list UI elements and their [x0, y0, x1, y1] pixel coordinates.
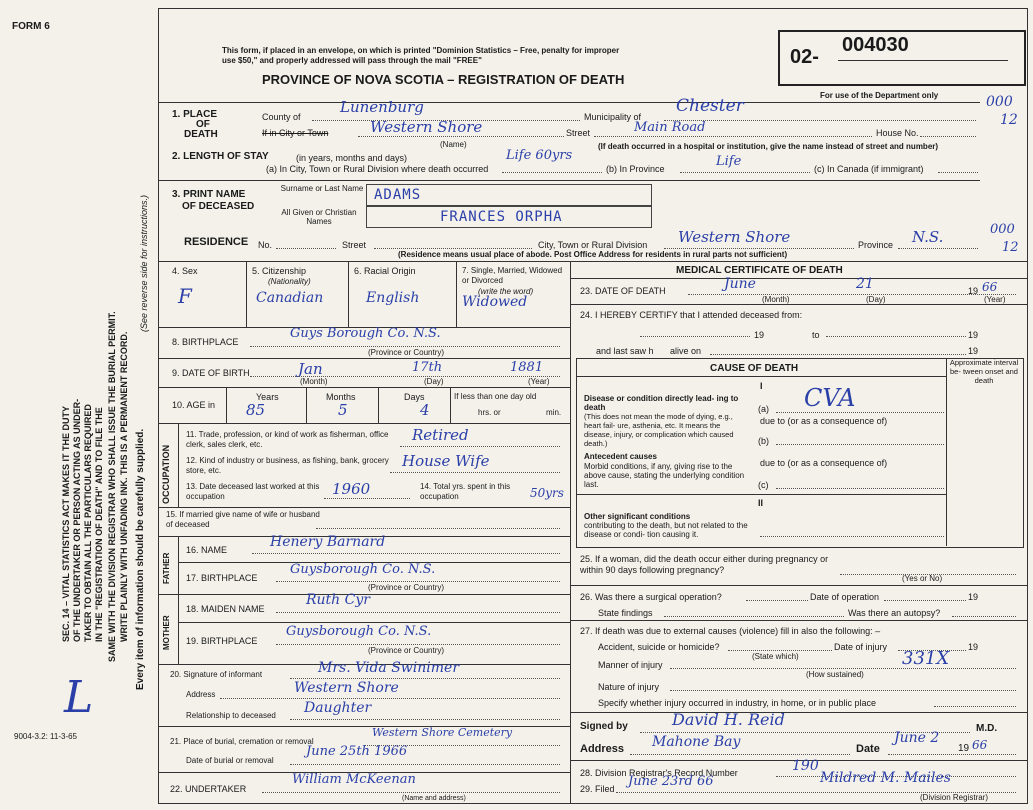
death-date-year: 66 [982, 280, 998, 294]
injury-date-label: Date of injury [834, 642, 888, 652]
occupation-q12-line [390, 472, 560, 473]
occupation-q13-line [324, 498, 410, 499]
medical-title: MEDICAL CERTIFICATE OF DEATH [676, 265, 843, 276]
occupation-q11-line [400, 446, 560, 447]
age-years-label: Years [256, 392, 279, 402]
dob-day-label: (Day) [424, 377, 444, 386]
divider [570, 278, 1028, 279]
md-label: M.D. [976, 723, 998, 734]
death-date-label: 23. DATE OF DEATH [580, 286, 666, 296]
form-code: 9004-3.2: 11-3-65 [14, 732, 78, 741]
occupation-q14-value: 50yrs [530, 486, 564, 500]
occupation-side-divider [178, 423, 179, 507]
surname-label: Surname or Last Name [280, 184, 364, 193]
surgery-label: 26. Was there a surgical operation? [580, 592, 722, 602]
interval-divider [946, 358, 947, 546]
name-label-2: OF DECEASED [182, 201, 255, 212]
cell-divider [226, 387, 227, 423]
racial-value: English [366, 290, 420, 306]
residence-street-label: Street [342, 240, 367, 250]
divider [576, 494, 946, 495]
informant-address-label: Address [186, 690, 216, 699]
cause-c-line [776, 488, 944, 489]
nature-line [670, 690, 1016, 691]
form-left-border [158, 8, 159, 804]
form-title: PROVINCE OF NOVA SCOTIA – REGISTRATION OF DEATH [262, 72, 625, 87]
cause-a-due: due to (or as a consequence of) [760, 416, 888, 426]
divider [158, 507, 570, 508]
cause-a-line [776, 412, 944, 413]
occupation-q14: 14. Total yrs. spent in this occupation [420, 482, 511, 501]
burial-date-label: Date of burial or removal [186, 756, 274, 765]
side-instruction-7: Every item of information should be carefully supplied. [135, 428, 146, 690]
stay-canada-label: (c) In Canada (if immigrant) [814, 164, 924, 174]
antecedent-sub: Morbid conditions, if any, giving rise to the above cause, stating the underlying condition last. [584, 462, 745, 489]
dob-day: 17th [412, 360, 443, 375]
stay-province-line [680, 172, 810, 173]
nature-label: Nature of injury [598, 682, 660, 692]
date-value: June 2 [894, 730, 940, 746]
citizenship-value: Canadian [256, 290, 324, 306]
divider [570, 585, 1028, 586]
marital-value: Widowed [462, 294, 528, 310]
house-label: House No. [876, 128, 919, 138]
racial-label: 6. Racial Origin [354, 266, 416, 276]
residence-street-line [374, 248, 532, 249]
signed-label: Signed by [580, 721, 628, 732]
other-conditions-label: Other significant conditions [584, 512, 691, 521]
burial-date-value: June 25th 1966 [306, 744, 408, 759]
surgery-date-label: Date of operation [810, 592, 880, 602]
divider [158, 102, 980, 103]
stay-city-value: Life 60yrs [506, 148, 573, 163]
residence-note: (Residence means usual place of abode. Post Office Address for residents in rural parts not sufficient) [398, 250, 788, 259]
hospital-note: (If death occurred in a hospital or institution, give the name instead of street and number) [598, 142, 939, 151]
divider [570, 620, 1028, 621]
date-label: Date [856, 743, 880, 755]
filed-value: June 23rd 66 [628, 774, 714, 789]
occupation-side-label: OCCUPATION [161, 444, 171, 504]
occupation-q11: 11. Trade, profession, or kind of work as fisherman, office clerk, sales clerk, etc. [186, 430, 389, 449]
father-birthplace-label: 17. BIRTHPLACE [186, 573, 258, 583]
dept-use-label: For use of the Department only [820, 91, 939, 100]
occupation-q11-value: Retired [412, 426, 469, 444]
direct-cause-label: Disease or condition directly lead- ing to death [584, 394, 739, 412]
residence-code-1: 000 [990, 222, 1015, 237]
mother-side-label: MOTHER [162, 615, 171, 650]
stay-label: 2. LENGTH OF STAY [172, 151, 269, 162]
informant-address-value: Western Shore [294, 680, 399, 696]
cause-title: CAUSE OF DEATH [710, 363, 799, 374]
pregnancy-label: 25. If a woman, did the death occur either during pregnancy or within 90 days following pregnancy? [580, 554, 829, 575]
notice-line-1: This form, if placed in an envelope, on which is printed "Dominion Statistics – Free, penalty for improper [222, 46, 620, 55]
father-name-label: 16. NAME [186, 545, 228, 555]
marital-label: 7. Single, Married, Widowed or Divorced [462, 266, 563, 285]
form-right-border [1027, 8, 1028, 804]
age-days-label: Days [404, 392, 425, 402]
findings-line [664, 616, 844, 617]
cause-part-1: I [760, 381, 763, 391]
name-label-1: 3. PRINT NAME [172, 189, 246, 200]
stay-sub: (in years, months and days) [296, 153, 408, 163]
other-conditions-line [760, 536, 944, 537]
side-instruction-1: SEC. 14 – VITAL STATISTICS ACT MAKES IT THE DUTY [61, 405, 71, 642]
how-sustained-label: (How sustained) [806, 670, 864, 679]
father-birthplace-line [276, 581, 560, 582]
alive-on-line [710, 354, 966, 355]
manner-line [670, 668, 1016, 669]
undertaker-label: 22. UNDERTAKER [170, 784, 247, 794]
record-number-label: 28. Division Registrar's Record Number [580, 768, 738, 778]
column-divider [570, 261, 571, 803]
father-side-label: FATHER [162, 552, 171, 584]
certify-19c: 19 [968, 346, 979, 356]
date-19: 19 [958, 743, 970, 754]
birthplace-label: 8. BIRTHPLACE [172, 337, 239, 347]
cell-divider [456, 261, 457, 327]
informant-line [290, 678, 560, 679]
divider [158, 358, 570, 359]
dob-month: Jan [298, 360, 323, 378]
informant-address-line [220, 698, 560, 699]
autopsy-label: Was there an autopsy? [848, 608, 941, 618]
dob-line [250, 376, 560, 377]
accident-line [728, 650, 832, 651]
state-which-label: (State which) [752, 652, 799, 661]
other-conditions-sub: contributing to the death, but not related to the disease or condi- tion causing it. [584, 521, 748, 539]
side-instruction-5: SAME WITH THE DIVISION REGISTRAR WHO SHALL ISSUE THE BURIAL PERMIT. [107, 311, 117, 662]
form-top-border [158, 8, 1028, 9]
municipality-label: Municipality of [584, 112, 642, 122]
age-months-label: Months [326, 392, 356, 402]
surname-value: ADAMS [374, 187, 422, 203]
form-bottom-border [158, 803, 1028, 804]
death-year-label: (Year) [984, 295, 1006, 304]
signed-value: David H. Reid [672, 710, 785, 729]
cause-c-label: (c) [758, 480, 769, 490]
registration-prefix: 02- [790, 46, 819, 68]
cause-a-value: CVA [804, 384, 856, 412]
given-label: All Given or Christian Names [281, 208, 357, 226]
death-month-label: (Month) [762, 295, 790, 304]
side-instruction-2: OF THE UNDERTAKER OR PERSON ACTING AS UNDER- [72, 398, 82, 642]
cause-b-label: (b) [758, 436, 769, 446]
cause-a-label: (a) [758, 404, 769, 414]
dob-year-label: (Year) [528, 377, 550, 386]
divider [570, 712, 1028, 713]
mother-maiden-value: Ruth Cyr [306, 592, 370, 608]
certify-19b: 19 [968, 330, 979, 340]
relationship-label: Relationship to deceased [186, 711, 276, 720]
death-date-day: 21 [856, 276, 874, 292]
municipality-line [664, 120, 976, 121]
occupation-q12: 12. Kind of industry or business, as fishing, bank, grocery store, etc. [186, 456, 389, 475]
age-days-value: 4 [420, 401, 430, 419]
father-name-line [252, 553, 560, 554]
city-line [358, 136, 564, 137]
place-death-label: DEATH [184, 129, 218, 140]
interval-label: Approximate interval be- tween onset and death [949, 358, 1019, 385]
side-instruction-6: WRITE PLAINLY WITH UNFADING INK. THIS IS A PERMANENT RECORD. [119, 331, 129, 642]
house-line [920, 136, 976, 137]
occupation-q12-value: House Wife [402, 452, 490, 470]
cell-divider [348, 261, 349, 327]
dob-month-label: (Month) [300, 377, 328, 386]
relationship-line [290, 719, 560, 720]
address-line [630, 754, 850, 755]
birthplace-value: Guys Borough Co. N.S. [290, 326, 441, 341]
filed-label: 29. Filed [580, 784, 615, 794]
cause-b-line [776, 444, 944, 445]
mother-birthplace-value: Guysborough Co. N.S. [286, 624, 432, 639]
accident-label: Accident, suicide or homicide? [598, 642, 720, 652]
residence-code-2: 12 [1002, 240, 1019, 255]
address-label: Address [580, 743, 625, 755]
informant-value: Mrs. Vida Swinimer [318, 660, 460, 676]
findings-label: State findings [598, 608, 653, 618]
occupation-q13-value: 1960 [332, 480, 371, 498]
certify-to-line [826, 336, 966, 337]
burial-place-value: Western Shore Cemetery [372, 726, 513, 739]
registration-underline [838, 60, 1008, 61]
mother-birthplace-sub: (Province or Country) [368, 646, 445, 655]
certify-to: to [812, 330, 820, 340]
cell-divider [306, 387, 307, 423]
burial-place-label: 21. Place of burial, cremation or removal [170, 737, 314, 746]
external-label: 27. If death was due to external causes (violence) fill in also the following: – [580, 626, 881, 636]
manner-label: Manner of injury [598, 660, 663, 670]
address-value: Mahone Bay [652, 734, 741, 750]
municipality-value: Chester [676, 96, 744, 116]
cause-b-due: due to (or as a consequence of) [760, 458, 888, 468]
alive-on-label: alive on [670, 346, 702, 356]
mother-maiden-line [276, 612, 560, 613]
cell-divider [450, 387, 451, 423]
place-of-label: OF [196, 119, 210, 130]
divider [158, 261, 1028, 262]
date-line [888, 754, 1016, 755]
q15-line [316, 528, 560, 529]
street-value: Main Road [634, 120, 706, 135]
residence-city-line [664, 248, 854, 249]
dept-code-2: 12 [1000, 112, 1018, 128]
marital-sub: (write the word) [478, 287, 534, 296]
surgery-19: 19 [968, 592, 979, 602]
citizenship-sub: (Nationality) [268, 277, 311, 286]
death-date-line [688, 294, 1016, 295]
yes-no-label: (Yes or No) [902, 574, 943, 583]
father-name-value: Henery Barnard [270, 534, 386, 550]
residence-province-value: N.S. [912, 228, 944, 246]
residence-province-label: Province [858, 240, 894, 250]
divider [570, 304, 1028, 305]
undertaker-line [262, 792, 560, 793]
undertaker-sub: (Name and address) [402, 795, 466, 802]
last-saw-label: and last saw h [596, 346, 654, 356]
surgery-line [746, 600, 808, 601]
divider [158, 387, 570, 388]
surgery-date-line [884, 600, 966, 601]
direct-cause-sub: (This does not mean the mode of dying, e.g., heart fail- ure, asthenia, etc. It means the disease, injury, or complication which caused death.) [584, 412, 734, 448]
side-instruction-3: TAKER TO OBTAIN ALL THE PARTICULARS REQUIRED [83, 404, 93, 642]
street-line [594, 136, 872, 137]
county-value: Lunenburg [340, 98, 424, 116]
certify-19a: 19 [754, 330, 765, 340]
sex-value: F [178, 284, 192, 308]
burial-date-line [290, 764, 560, 765]
hrs-label: hrs. or [478, 408, 501, 417]
min-label: min. [546, 408, 562, 417]
city-name-label: (Name) [440, 140, 467, 149]
informant-label: 20. Signature of informant [170, 670, 263, 679]
injury-19: 19 [968, 642, 979, 652]
dob-label: 9. DATE OF BIRTH [172, 368, 250, 378]
antecedent-label: Antecedent causes [584, 452, 657, 461]
father-birthplace-value: Guysborough Co. N.S. [290, 562, 436, 577]
stay-city-label: (a) In City, Town or Rural Division where death occurred [266, 164, 489, 174]
registration-number: 004030 [842, 34, 909, 56]
residence-city-value: Western Shore [678, 228, 791, 246]
age-years-value: 85 [246, 401, 266, 419]
street-label: Street [566, 128, 591, 138]
age-months-value: 5 [338, 401, 348, 419]
birthplace-sub: (Province or Country) [368, 348, 445, 357]
stay-province-label: (b) In Province [606, 164, 665, 174]
residence-no-label: No. [258, 240, 273, 250]
divider [576, 376, 946, 377]
sex-label: 4. Sex [172, 266, 198, 276]
record-number-value: 190 [792, 758, 819, 774]
divider [158, 423, 570, 424]
city-label: If in City or Town [262, 128, 329, 138]
dob-year: 1881 [510, 360, 544, 375]
division-registrar-label: (Division Registrar) [920, 793, 989, 802]
place-label: 1. PLACE [172, 109, 218, 120]
specify-line [934, 706, 1016, 707]
registrar-signature: Mildred M. Mailes [820, 770, 951, 786]
certify-label: 24. I HEREBY CERTIFY that I attended deceased from: [580, 310, 803, 320]
certify-from-line [640, 336, 750, 337]
given-value: FRANCES ORPHA [440, 209, 563, 225]
residence-no-line [276, 248, 336, 249]
stay-canada-line [938, 172, 978, 173]
mother-birthplace-line [276, 644, 560, 645]
father-side-divider [178, 536, 179, 664]
specify-label: Specify whether injury occurred in industry, in home, or in public place [598, 698, 876, 708]
divider [178, 622, 570, 623]
relationship-value: Daughter [304, 700, 372, 716]
cell-divider [246, 261, 247, 327]
birthplace-line [250, 346, 560, 347]
side-instruction-4: IN THE "REGISTRATION OF DEATH" AND TO FILE THE [94, 407, 104, 642]
mother-birthplace-label: 19. BIRTHPLACE [186, 636, 258, 646]
notice-line-2: use $50," and properly addressed will pass through the mail "FREE" [222, 56, 482, 65]
county-label: County of [262, 112, 301, 122]
age-label: 10. AGE in [172, 400, 216, 410]
occupation-q13: 13. Date deceased last worked at this occupation [186, 482, 320, 501]
divider [158, 180, 980, 181]
autopsy-line [952, 616, 1016, 617]
stay-city-line [502, 172, 602, 173]
injury-code: 331X [902, 648, 950, 669]
death-date-year-pre: 19 [968, 286, 979, 296]
residence-label: RESIDENCE [184, 236, 249, 248]
cause-part-2: II [758, 498, 764, 508]
undertaker-value: William McKeenan [292, 772, 416, 787]
stay-province-value: Life [716, 154, 742, 169]
cell-divider [378, 387, 379, 423]
death-day-label: (Day) [866, 295, 886, 304]
residence-city-label: City, Town or Rural Division [538, 240, 648, 250]
q15-label: 15. If married give name of wife or husband of deceased [166, 510, 320, 529]
mother-maiden-label: 18. MAIDEN NAME [186, 604, 265, 614]
citizenship-label: 5. Citizenship [252, 266, 307, 276]
city-value: Western Shore [370, 118, 483, 136]
death-date-month: June [724, 276, 756, 292]
form-number: FORM 6 [12, 21, 50, 32]
residence-province-line [898, 248, 978, 249]
side-instruction-8: (See reverse side for instructions.) [139, 194, 149, 332]
less-one-day-label: If less than one day old [454, 392, 537, 401]
father-birthplace-sub: (Province or Country) [368, 583, 445, 592]
date-year: 66 [972, 738, 988, 752]
dept-code-1: 000 [986, 94, 1013, 110]
side-initial: L [64, 672, 94, 723]
